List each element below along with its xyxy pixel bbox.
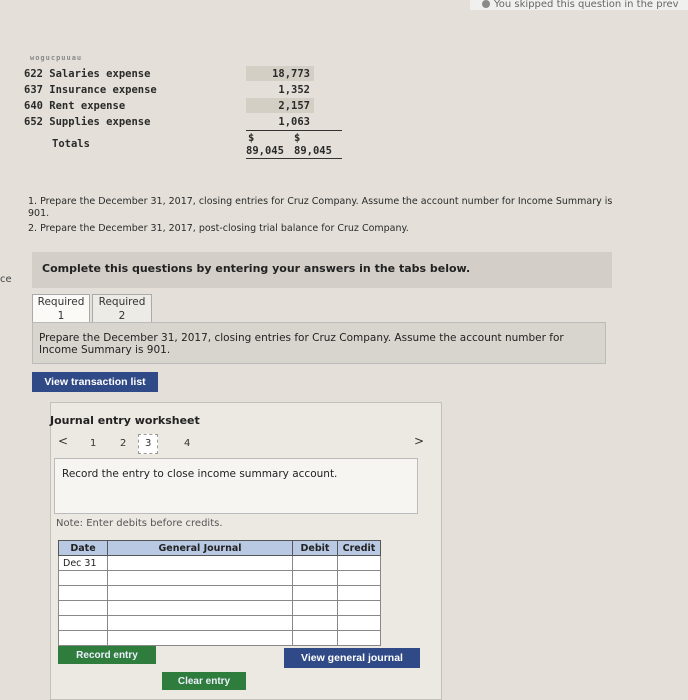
record-instruction-box	[54, 458, 418, 514]
credit-input[interactable]	[338, 616, 381, 631]
complete-prompt-bar	[32, 252, 612, 288]
dollar-sign: $	[294, 132, 301, 144]
credit-header: Credit	[338, 541, 381, 556]
account-input[interactable]	[108, 601, 293, 616]
table-row	[59, 571, 381, 586]
table-row	[59, 631, 381, 646]
credit-input[interactable]	[338, 631, 381, 646]
skipped-banner-text: You skipped this question in the prev	[494, 0, 679, 10]
page-1[interactable]: 1	[90, 438, 97, 449]
debit-input[interactable]	[293, 571, 338, 586]
instruction-1: 1. Prepare the December 31, 2017, closing entries for Cruz Company. Assume the account number for Income Summary is 901.	[28, 196, 613, 219]
date-header: Date	[59, 541, 108, 556]
journal-entry-table	[58, 540, 381, 646]
account-input[interactable]	[108, 631, 293, 646]
account-name: 637 Insurance expense	[24, 84, 157, 96]
note-text: Note: Enter debits before credits.	[56, 518, 223, 529]
tab-label: Required	[98, 296, 146, 308]
table-row	[59, 556, 381, 571]
credit-input[interactable]	[338, 586, 381, 601]
date-cell[interactable]	[59, 571, 108, 586]
credit-input[interactable]	[338, 571, 381, 586]
debit-input[interactable]	[293, 631, 338, 646]
debit-input[interactable]	[293, 616, 338, 631]
instruction-2: 2. Prepare the December 31, 2017, post-closing trial balance for Cruz Company.	[28, 223, 409, 234]
dollar-sign: $	[248, 132, 255, 144]
worksheet-title: Journal entry worksheet	[50, 414, 200, 427]
instructions	[28, 196, 628, 238]
side-mark: ce	[0, 274, 12, 285]
account-input[interactable]	[108, 616, 293, 631]
tab-number: 2	[118, 310, 126, 322]
account-input[interactable]	[108, 586, 293, 601]
page-3[interactable]: 3	[138, 434, 158, 454]
debit-header: Debit	[293, 541, 338, 556]
date-cell[interactable]	[59, 601, 108, 616]
complete-prompt: Complete this questions by entering your answers in the tabs below.	[42, 262, 471, 275]
tab-number: 1	[57, 310, 65, 322]
chevron-right-icon[interactable]: >	[414, 434, 425, 448]
divider	[246, 130, 342, 131]
credit-input[interactable]	[338, 556, 381, 571]
debit-input[interactable]	[293, 601, 338, 616]
account-input[interactable]	[108, 571, 293, 586]
account-amount: 1,352	[278, 84, 310, 96]
view-general-journal-button[interactable]: View general journal	[284, 648, 420, 668]
account-amount: 2,157	[278, 100, 310, 112]
tab-required-2[interactable]	[92, 294, 152, 324]
account-name: 652 Supplies expense	[24, 116, 151, 128]
account-input[interactable]	[108, 556, 293, 571]
page-2[interactable]: 2	[120, 438, 127, 449]
chevron-left-icon[interactable]: <	[58, 434, 69, 448]
account-name: 640 Rent expense	[24, 100, 126, 112]
divider	[246, 158, 342, 159]
record-instruction: Record the entry to close income summary account.	[62, 468, 338, 480]
table-row	[59, 586, 381, 601]
date-cell[interactable]	[59, 616, 108, 631]
account-name: 622 Salaries expense	[24, 68, 151, 80]
view-transaction-list-button[interactable]: View transaction list	[32, 372, 158, 392]
tab-description: Prepare the December 31, 2017, closing entries for Cruz Company. Assume the account number for Income Summary is 901.	[32, 322, 606, 364]
totals-row	[24, 132, 342, 158]
total-debit: 89,045	[246, 145, 284, 157]
table-row	[24, 114, 342, 130]
tab-label: Required	[37, 296, 85, 308]
credit-input[interactable]	[338, 601, 381, 616]
table-header-row	[59, 541, 381, 556]
account-amount: 1,063	[278, 116, 310, 128]
tab-required-1[interactable]	[32, 294, 90, 324]
trial-balance-header: wogucpuuau	[30, 54, 83, 62]
date-cell[interactable]	[59, 631, 108, 646]
table-row	[59, 601, 381, 616]
date-cell[interactable]: Dec 31	[59, 556, 108, 571]
record-entry-button[interactable]: Record entry	[58, 646, 156, 664]
table-row	[24, 98, 342, 114]
account-amount: 18,773	[272, 68, 310, 80]
page-4[interactable]: 4	[184, 438, 191, 449]
debit-input[interactable]	[293, 586, 338, 601]
date-cell[interactable]	[59, 586, 108, 601]
totals-label: Totals	[52, 138, 90, 150]
table-row	[24, 82, 342, 98]
debit-input[interactable]	[293, 556, 338, 571]
total-credit: 89,045	[294, 145, 332, 157]
clear-entry-button[interactable]: Clear entry	[162, 672, 246, 690]
table-row	[59, 616, 381, 631]
table-row	[24, 66, 342, 82]
skipped-banner	[470, 0, 688, 10]
info-icon	[482, 0, 490, 8]
general-journal-header: General Journal	[108, 541, 293, 556]
